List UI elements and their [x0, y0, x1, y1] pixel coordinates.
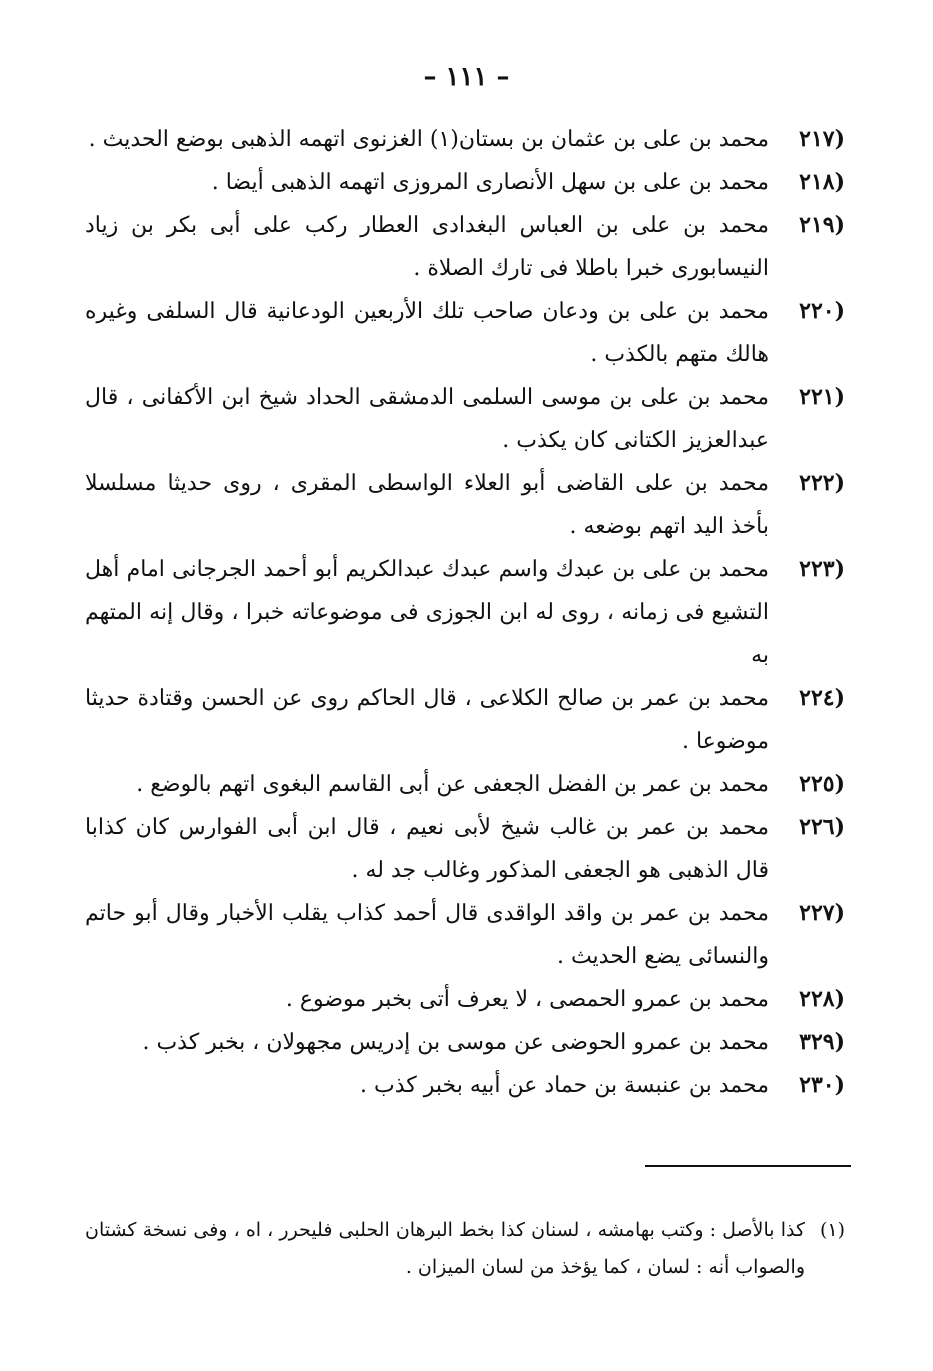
list-item — [85, 376, 845, 462]
entry-text: محمد بن عمر بن غالب شيخ لأبى نعيم ، قال ابن أبى الفوارس كان كذابا قال الذهبى هو الجعفى المذكور وغالب جد له . — [85, 815, 769, 883]
entry-text: محمد بن عمر بن الفضل الجعفى عن أبى القاسم البغوى اتهم بالوضع . — [136, 772, 769, 797]
list-item — [85, 290, 845, 376]
entry-text: محمد بن عمر بن صالح الكلاعى ، قال الحاكم روى عن الحسن وقتادة حديثا موضوعا . — [85, 686, 769, 754]
entry-number: (٢٢٦ — [799, 814, 845, 840]
list-item — [85, 892, 845, 978]
list-item — [85, 204, 845, 290]
entry-text: محمد بن على بن عبدك واسم عبدك عبدالكريم أبو أحمد الجرجانى امام أهل التشيع فى زمانه ، روى له ابن الجوزى فى موضوعاته خبرا ، وقال إنه المتهم به — [85, 557, 769, 668]
entry-text: محمد بن على بن ودعان صاحب تلك الأربعين الودعانية قال السلفى وغيره هالك متهم بالكذب . — [85, 299, 769, 367]
entry-number: (٢٢١ — [799, 384, 845, 410]
list-item — [85, 1064, 845, 1107]
entry-text: محمد بن على بن عثمان بن بستان(١) الغزنوى اتهمه الذهبى بوضع الحديث . — [88, 127, 769, 152]
footnote-marker: (١) — [819, 1219, 845, 1241]
list-item — [85, 161, 845, 204]
entry-text: محمد بن عمرو الحمصى ، لا يعرف أتى بخبر موضوع . — [285, 987, 769, 1012]
list-item — [85, 978, 845, 1021]
entry-number: (٢٢٠ — [799, 298, 845, 324]
entry-text: محمد بن على بن العباس البغدادى العطار ركب على أبى بكر بن زياد النيسابورى خبرا باطلا فى تارك الصلاة . — [85, 213, 769, 281]
list-item — [85, 548, 845, 677]
entry-text: محمد بن على القاضى أبو العلاء الواسطى المقرى ، روى حديثا مسلسلا بأخذ اليد اتهم بوضعه . — [85, 471, 770, 539]
entry-number: (٢٢٣ — [799, 556, 845, 582]
list-item — [85, 677, 845, 763]
entry-text: محمد بن عنبسة بن حماد عن أبيه بخبر كذب . — [360, 1073, 769, 1098]
entry-number: (٢٢٤ — [799, 685, 845, 711]
entry-number: (٢١٩ — [799, 212, 845, 238]
entry-number: (٢٣٠ — [799, 1072, 845, 1098]
entry-number: (٢١٨ — [799, 169, 845, 195]
entry-list — [85, 118, 845, 1107]
entry-number: (٢١٧ — [799, 126, 845, 152]
entry-text: محمد بن عمرو الحوضى عن موسى بن إدريس مجهولان ، بخبر كذب . — [142, 1030, 769, 1055]
entry-text: محمد بن على بن سهل الأنصارى المروزى اتهمه الذهبى أيضا . — [211, 170, 769, 195]
footnote-text: كذا بالأصل : وكتب بهامشه ، لسنان كذا بخط البرهان الحلبى فليحرر ، اه ، وفى نسخة كشتان والصواب أنه : لسان ، كما يؤخذ من لسان الميزان . — [85, 1219, 805, 1278]
entry-number: (٢٢٥ — [799, 771, 845, 797]
entry-number: (٣٢٩ — [799, 1029, 845, 1055]
list-item — [85, 1021, 845, 1064]
list-item — [85, 462, 845, 548]
list-item — [85, 806, 845, 892]
entry-number: (٢٢٨ — [799, 986, 845, 1012]
list-item — [85, 118, 845, 161]
page-number: – ١١١ – — [423, 62, 510, 92]
entry-number: (٢٢٢ — [799, 470, 846, 496]
footnote — [85, 1212, 845, 1286]
entry-text: محمد بن على بن موسى السلمى الدمشقى الحداد شيخ ابن الأكفانى ، قال عبدالعزيز الكتانى كان يكذب . — [85, 385, 769, 453]
list-item — [85, 763, 845, 806]
entry-number: (٢٢٧ — [799, 900, 845, 926]
entry-text: محمد بن عمر بن واقد الواقدى قال أحمد كذاب يقلب الأخبار وقال أبو حاتم والنسائى يضع الحديث . — [85, 901, 769, 969]
footnote-divider — [645, 1165, 851, 1167]
